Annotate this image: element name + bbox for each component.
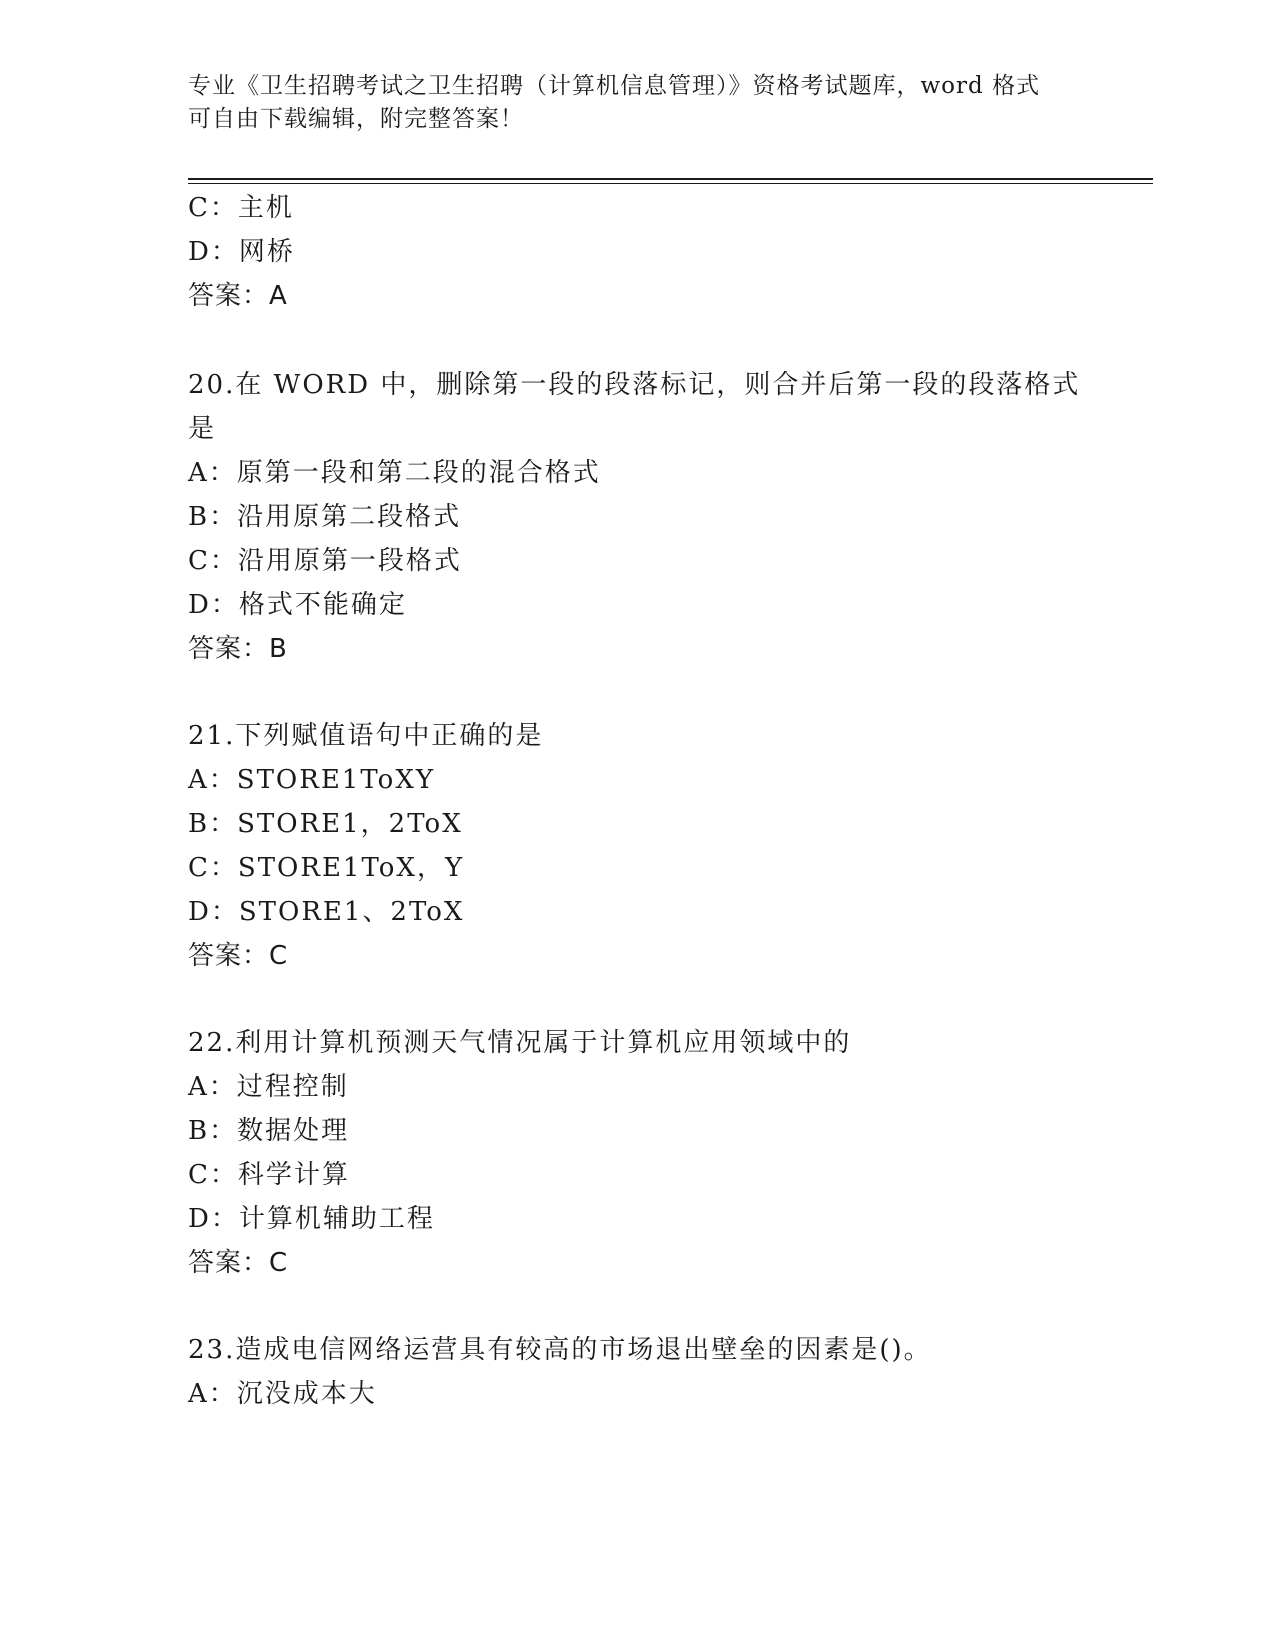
q21-option-c: C：STORE1ToX，Y — [188, 853, 465, 883]
q21-stem: 21.下列赋值语句中正确的是 — [188, 721, 544, 751]
q23-option-a: A：沉没成本大 — [188, 1379, 377, 1409]
q22-option-a: A：过程控制 — [188, 1072, 349, 1102]
q20-option-c: C：沿用原第一段格式 — [188, 546, 462, 576]
prev-option-c: C：主机 — [188, 193, 294, 223]
q20-option-d: D：格式不能确定 — [188, 590, 407, 620]
q21-option-b: B：STORE1，2ToX — [188, 809, 463, 839]
q20-stem-line-1: 20.在 WORD 中，删除第一段的段落标记，则合并后第一段的段落格式 — [188, 370, 1081, 400]
header-line-2: 可自由下载编辑，附完整答案！ — [188, 106, 524, 132]
q20-option-b: B：沿用原第二段格式 — [188, 502, 462, 532]
q22-stem: 22.利用计算机预测天气情况属于计算机应用领域中的 — [188, 1028, 852, 1058]
header-divider-thin — [188, 183, 1153, 184]
q21-answer: 答案：C — [188, 941, 289, 971]
document-header — [188, 70, 1088, 136]
q20-stem-line-2: 是 — [188, 414, 217, 444]
q22-answer: 答案：C — [188, 1248, 289, 1278]
prev-option-d: D：网桥 — [188, 237, 295, 267]
q20-answer: 答案：B — [188, 634, 288, 664]
q21-option-a: A：STORE1ToXY — [188, 765, 435, 795]
q22-option-c: C：科学计算 — [188, 1160, 350, 1190]
prev-answer: 答案：A — [188, 281, 288, 311]
q20-option-a: A：原第一段和第二段的混合格式 — [188, 458, 601, 488]
header-line-1: 专业《卫生招聘考试之卫生招聘（计算机信息管理）》资格考试题库，word 格式 — [188, 73, 1041, 99]
header-divider-thick — [188, 178, 1153, 180]
q23-stem: 23.造成电信网络运营具有较高的市场退出壁垒的因素是()。 — [188, 1335, 932, 1365]
q22-option-d: D：计算机辅助工程 — [188, 1204, 435, 1234]
q21-option-d: D：STORE1、2ToX — [188, 897, 465, 927]
q22-option-b: B：数据处理 — [188, 1116, 350, 1146]
